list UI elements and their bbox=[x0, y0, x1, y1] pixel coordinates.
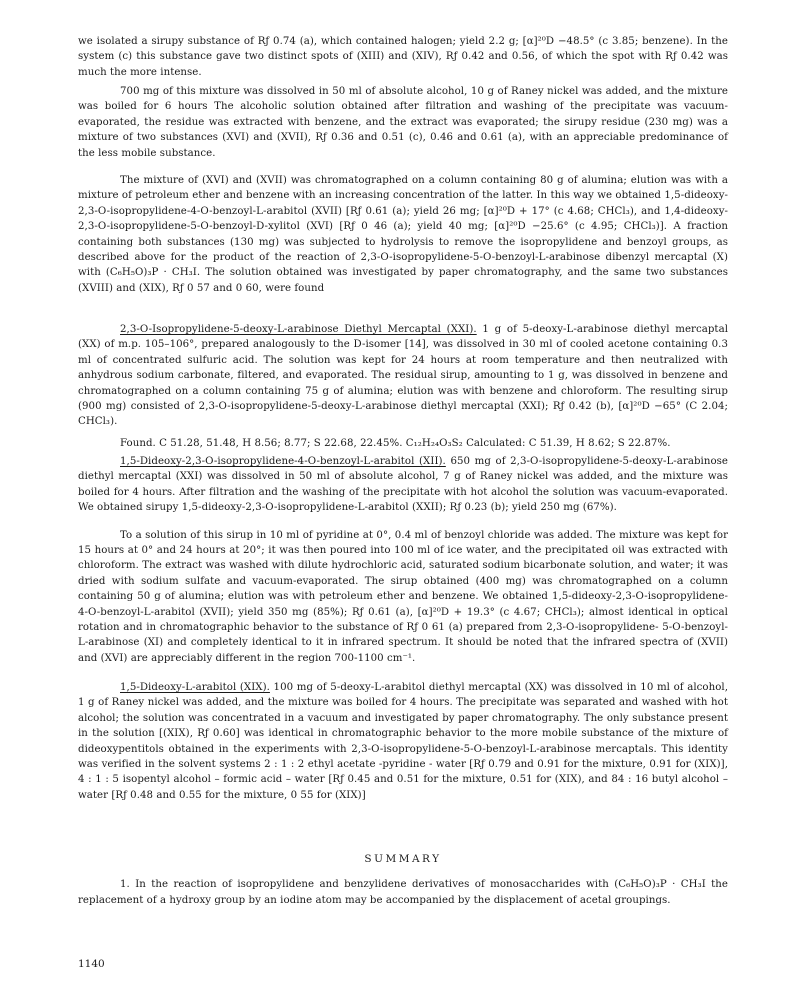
paragraph-raney-reduction bbox=[78, 84, 728, 161]
section-dideoxy-arabitol bbox=[78, 680, 728, 803]
paragraph-continuation bbox=[78, 34, 728, 80]
page-number: 1140 bbox=[78, 958, 105, 970]
summary-heading: SUMMARY bbox=[364, 853, 442, 865]
summary-item-1: 1. In the reaction of isopropylidene and benzylidene derivatives of monosaccharides with (C₆H₅O)₃P · CH₃I the replacement of a hydroxy group by an iodine atom may be accompanied by the displacement of acetal groupings. bbox=[78, 879, 728, 906]
summary-section bbox=[78, 852, 728, 908]
section-title: 2,3-O-Isopropylidene-5-deoxy-L-arabinose Diethyl Mercaptal (XXI). bbox=[120, 324, 477, 335]
section-title: 1,5-Dideoxy-L-arabitol (XIX). bbox=[120, 682, 270, 693]
section-paragraph-2: To a solution of this sirup in 10 ml of pyridine at 0°, 0.4 ml of benzoyl chloride was added. The mixture was kept for 15 hours at 0° and 24 hours at 20°; it was then poured into 100 ml of ice water, and the precipitated oil was extracted with chloroform. The extract was washed with dilute hydrochloric acid, saturated sodium bicarbonate solution, and water; it was dried with sodium sulfate and vacuum-evaporated. The sirup obtained (400 mg) was chromatographed on a column containing 50 g of alumina; elution was with petroleum ether and benzene. We obtained 1,5-dideoxy-2,3-O-isopropylidene-4-O-benzoyl-L-arabitol (XVII); yield 350 mg (85%); Rƒ 0.61 (a), [α]²⁰D + 19.3° (c 4.67; CHCl₃); almost identical in optical rotation and in chromatographic behavior to the substance of Rƒ 0 61 (a) prepared from 2,3-O-isopropylidene- 5-O-benzoyl-L-arabinose (XI) and completely identical to it in infrared spectrum. It should be noted that the infrared spectra of (XVII) and (XVI) are appreciably different in the region 700-1100 cm⁻¹. bbox=[78, 529, 728, 664]
section-body: 650 mg of 2,3-O-isopropylidene-5-deoxy-L-arabinose diethyl mercaptal (XXI) was dissolved in 50 ml of absolute alcohol, 7 g of Raney nickel was added, and the mixture was boiled for 4 hours. After filtration and the washing of the precipitate with hot alcohol the solution was vacuum-evaporated. We obtained sirupy 1,5-dideoxy-2,3-O-isopropylidene-L-arabitol (XXII); Rƒ 0.23 (b); yield 250 mg (67%). bbox=[78, 456, 728, 514]
section-paragraph bbox=[78, 454, 728, 516]
section-isopropylidene-mercaptal bbox=[78, 322, 728, 451]
section-body: 100 mg of 5-deoxy-L-arabitol diethyl mercaptal (XX) was dissolved in 10 ml of alcohol, 1 g of Raney nickel was added, and the mixture was boiled for 4 hours. The precipitate was separated and washed with hot alcohol; the solution was concentrated in a vacuum and investigated by paper chromatography. The only substance present in the solution [(XIX), Rƒ 0.60] was identical in chromatographic behavior to the more mobile substance of the mixture of dideoxypentitols obtained in the experiments with 2,3-O-isopropylidene-5-O-benzoyl-L-arabinose mercaptals. This identity was verified in the solvent systems 2 : 1 : 2 ethyl acetate -pyridine - water [Rƒ 0.79 and 0.91 for the mixture, 0.91 for (XIX)], 4 : 1 : 5 isopentyl alcohol – formic acid – water [Rƒ 0.45 and 0.51 for the mixture, 0.51 for (XIX), and 84 : 16 butyl alcohol – water [Rƒ 0.48 and 0.55 for the mixture, 0 55 for (XIX)] bbox=[78, 682, 728, 801]
section-dideoxy-benzoyl-arabitol bbox=[78, 454, 728, 666]
section-paragraph bbox=[78, 322, 728, 430]
elemental-analysis: Found. C 51.28, 51.48, H 8.56; 8.77; S 22.68, 22.45%. C₁₂H₂₄O₃S₂ Calculated: C 51.39, H 8.62; S 22.87%. bbox=[120, 437, 671, 449]
paragraph-text: The mixture of (XVI) and (XVII) was chromatographed on a column containing 80 g of alumina; elution was with a mixture of petroleum ether and benzene with an increasing concentration of the latter. In this way we obtained 1,5-dideoxy-2,3-O-isopropylidene-4-O-benzoyl-L-arabitol (XVII) [Rƒ 0.61 (a); yield 26 mg; [α]²⁰D + 17° (c 4.68; CHCl₃), and 1,4-dideoxy-2,3-O-isopropylidene-5-O-benzoyl-D-xylitol (XVI) [Rƒ 0 46 (a); yield 40 mg; [α]²⁰D −25.6° (c 4.95; CHCl₃)]. A fraction containing both substances (130 mg) was subjected to hydrolysis to remove the isopropylidene and benzoyl groups, as described above for the product of the reaction of 2,3-O-isopropylidene-5-O-benzoyl-L-arabinose dibenzyl mercaptal (X) with (C₆H₅O)₃P · CH₃I. The solution obtained was investigated by paper chromatography, and the same two substances (XVIII) and (XIX), Rƒ 0 57 and 0 60, were found bbox=[78, 175, 728, 294]
section-title: 1,5-Dideoxy-2,3-O-isopropylidene-4-O-benzoyl-L-arabitol (XII). bbox=[120, 456, 446, 467]
paragraph-chromatography bbox=[78, 173, 728, 296]
paragraph-text: 700 mg of this mixture was dissolved in 50 ml of absolute alcohol, 10 g of Raney nickel was added, and the mixture was boiled for 6 hours The alcoholic solution obtained after filtration and washing of the precipitate was vacuum-evaporated, the residue was extracted with benzene, and the extract was evaporated; the sirupy residue (230 mg) was a mixture of two substances (XVI) and (XVII), Rƒ 0.36 and 0.51 (c), 0.46 and 0.61 (a), with an appreciable predominance of the less mobile substance. bbox=[78, 86, 728, 159]
section-paragraph bbox=[78, 680, 728, 803]
paragraph-text: we isolated a sirupy substance of Rƒ 0.74 (a), which contained halogen; yield 2.2 g; [α]²⁰D −48.5° (c 3.85; benzene). In the system (c) this substance gave two distinct spots of (XIII) and (XIV), Rƒ 0.42 and 0.56, of which the spot with Rƒ 0.42 was much the more intense. bbox=[78, 36, 728, 78]
section-body: 1 g of 5-deoxy-L-arabinose diethyl mercaptal (XX) of m.p. 105–106°, prepared analogously to the D-isomer [14], was dissolved in 30 ml of cooled acetone containing 0.3 ml of concentrated sulfuric acid. The solution was kept for 24 hours at room temperature and then neutralized with anhydrous sodium carbonate, filtered, and evaporated. The residual sirup, amounting to 1 g, was dissolved in benzene and chromatographed on a column containing 75 g of alumina; elution was with benzene and chloroform. The resulting sirup (900 mg) consisted of 2,3-O-isopropylidene-5-deoxy-L-arabinose diethyl mercaptal (XXI); Rƒ 0.42 (b), [α]²⁰D −65° (C 2.04; CHCl₃). bbox=[78, 324, 729, 428]
